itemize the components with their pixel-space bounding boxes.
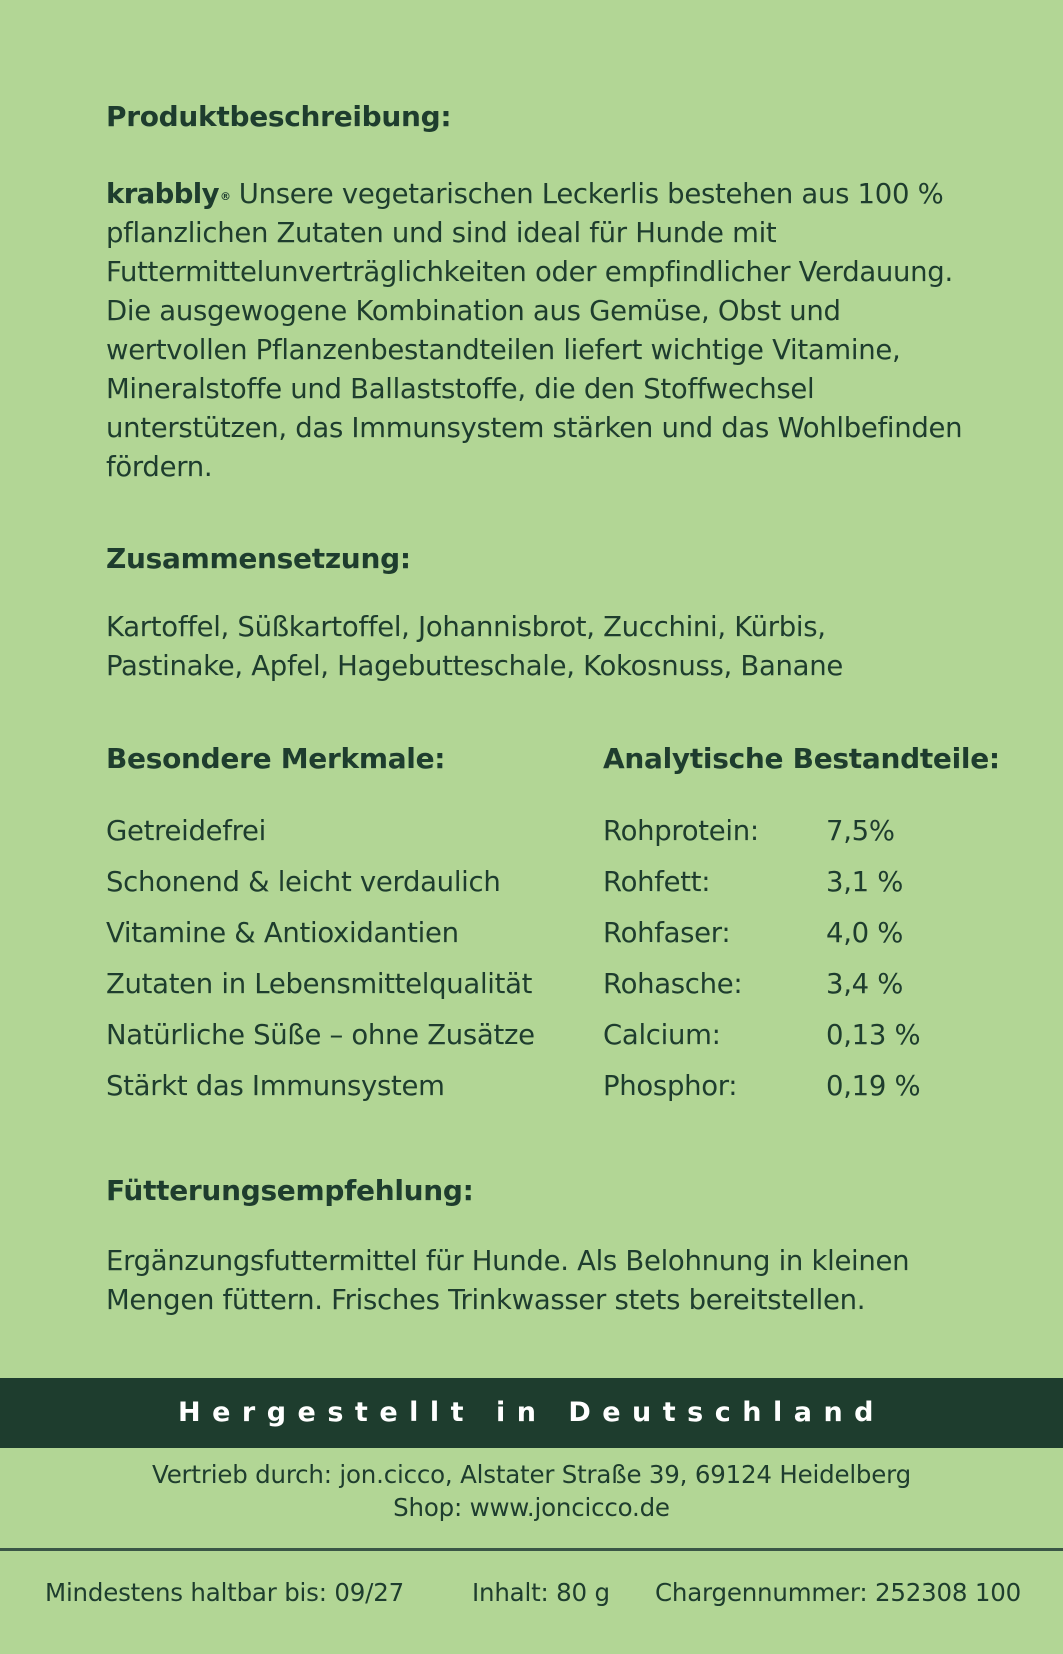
analytics-row bbox=[603, 916, 903, 967]
distributor-line: Vertrieb durch: jon.cicco, Alstater Straße 39, 69124 Heidelberg bbox=[152, 1460, 911, 1489]
analytics-row bbox=[603, 1018, 921, 1069]
description-body: Unsere vegetarischen Leckerlis bestehen aus 100 % pflanzlichen Zutaten und sind ideal für Hunde mit Futtermittelunverträglichkeiten oder empfindlicher Verdauung. Die ausgewogene Kombination aus Gemüse, Obst und wertvollen Pflanzenbestandteilen liefert wichtige Vitamine, Mineralstoffe und Ballaststoffe, die den Stoffwechsel unterstützen, das Immunsystem stärken und das Wohlbefinden fördern. bbox=[106, 178, 963, 483]
shop-line: Shop: www.joncicco.de bbox=[393, 1493, 670, 1522]
feeding-heading: Fütterungsempfehlung: bbox=[106, 1174, 474, 1207]
feature-item: Schonend & leicht verdaulich bbox=[106, 866, 501, 898]
divider bbox=[0, 1548, 1063, 1551]
best-before: Mindestens haltbar bis: 09/27 bbox=[45, 1578, 404, 1607]
analytics-value: 0,19 % bbox=[826, 1070, 921, 1102]
description-text bbox=[106, 175, 986, 487]
registered-mark: ® bbox=[219, 190, 231, 203]
analytics-value: 3,4 % bbox=[826, 968, 904, 1000]
features-list bbox=[106, 814, 535, 1120]
feeding-text: Ergänzungsfuttermittel für Hunde. Als Belohnung in kleinen Mengen füttern. Frisches Trinkwasser stets bereitstellen. bbox=[106, 1245, 910, 1316]
analytics-row bbox=[603, 1069, 921, 1120]
analytics-name: Rohasche: bbox=[603, 968, 743, 1000]
net-content: Inhalt: 80 g bbox=[472, 1578, 610, 1607]
batch-number: Chargennummer: 252308 100 bbox=[655, 1578, 1022, 1607]
composition-heading: Zusammensetzung: bbox=[106, 542, 411, 575]
feature-item: Zutaten in Lebensmittelqualität bbox=[106, 968, 533, 1000]
analytics-name: Calcium: bbox=[603, 1019, 721, 1051]
analytics-table bbox=[603, 814, 921, 1120]
feature-item: Stärkt das Immunsystem bbox=[106, 1070, 445, 1102]
analytics-row bbox=[603, 865, 903, 916]
features-heading: Besondere Merkmale: bbox=[106, 742, 446, 775]
brand-name: krabbly bbox=[106, 178, 219, 210]
analytics-value: 4,0 % bbox=[826, 917, 904, 949]
analytics-value: 0,13 % bbox=[826, 1019, 921, 1051]
analytics-name: Phosphor: bbox=[603, 1070, 738, 1102]
feature-item: Vitamine & Antioxidantien bbox=[106, 917, 459, 949]
analytics-name: Rohprotein: bbox=[603, 815, 759, 847]
made-in-germany-band: Hergestellt in Deutschland bbox=[0, 1378, 1063, 1448]
analytics-name: Rohfett: bbox=[603, 866, 711, 898]
analytics-name: Rohfaser: bbox=[603, 917, 731, 949]
feature-item: Getreidefrei bbox=[106, 815, 266, 847]
analytics-row bbox=[603, 814, 903, 865]
composition-text: Kartoffel, Süßkartoffel, Johannisbrot, Zucchini, Kürbis, Pastinake, Apfel, Hagebutteschale, Kokosnuss, Banane bbox=[106, 611, 843, 682]
analytics-row bbox=[603, 967, 903, 1018]
analytics-value: 7,5% bbox=[826, 815, 895, 847]
feature-item: Natürliche Süße – ohne Zusätze bbox=[106, 1019, 535, 1051]
brand-logo bbox=[106, 178, 230, 210]
analytics-value: 3,1 % bbox=[826, 866, 904, 898]
description-heading: Produktbeschreibung: bbox=[106, 100, 452, 133]
analytics-heading: Analytische Bestandteile: bbox=[603, 742, 1000, 775]
